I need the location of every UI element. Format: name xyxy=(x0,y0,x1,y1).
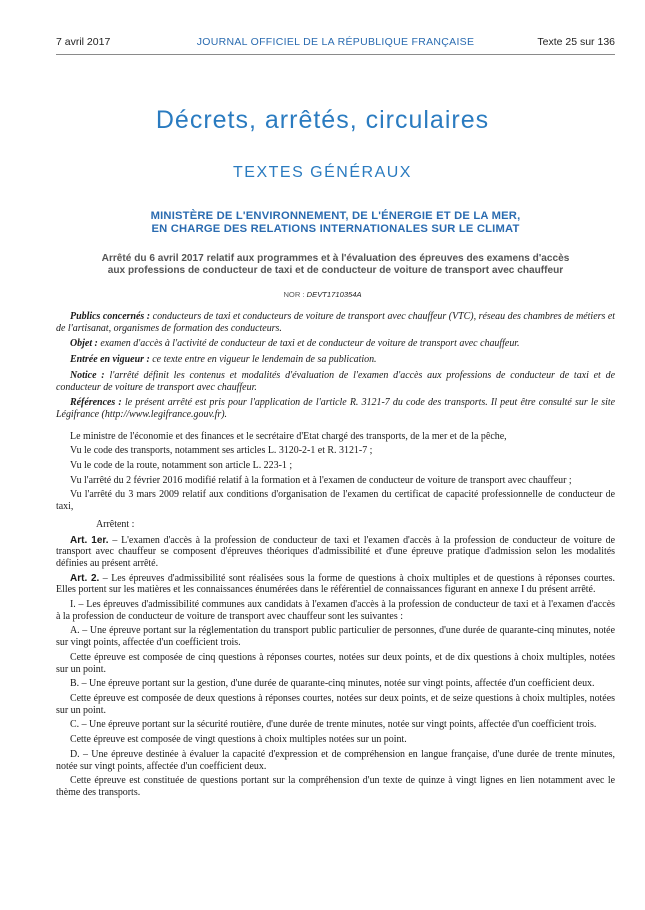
article-text: – L'examen d'accès à la profession de conducteur de taxi et l'examen d'accès à la profession de conducteur de voiture de transport avec chauffeur se composent d'épreuves théoriques d'admissibilité et d'une épreuve pratique d'admission selon les modalités définies au présent arrêté. xyxy=(56,534,615,569)
ministry-line-2: EN CHARGE DES RELATIONS INTERNATIONALES SUR LE CLIMAT xyxy=(151,223,520,235)
sub-section-title: TEXTES GÉNÉRAUX xyxy=(233,164,412,181)
notice-entree-en-vigueur xyxy=(56,354,615,366)
section-title: Décrets, arrêtés, circulaires xyxy=(155,106,490,134)
body-paragraph: C. – Une épreuve portant sur la sécurité routière, d'une durée de trente minutes, notée sur vingt points, affectée d'un coefficient trois. xyxy=(70,719,597,731)
nor-reference xyxy=(0,290,645,299)
header-text-number: Texte 25 sur 136 xyxy=(537,36,615,48)
header-journal-title: JOURNAL OFFICIEL DE LA RÉPUBLIQUE FRANÇAISE xyxy=(196,36,475,48)
header-date: 7 avril 2017 xyxy=(56,36,111,48)
notice-label: Publics concernés : xyxy=(70,311,151,322)
header-divider xyxy=(56,54,615,55)
page-header xyxy=(56,36,615,52)
document-body xyxy=(56,311,615,802)
body-paragraph: Cette épreuve est composée de cinq questions à réponses courtes, notées sur deux points, et de dix questions à choix multiples, notées sur un point. xyxy=(56,651,615,675)
nor-label: NOR : xyxy=(283,290,305,299)
notice-notice xyxy=(56,370,615,393)
body-paragraph: Cette épreuve est composée de deux questions à réponses courtes, notées sur deux points, et de seize questions à choix multiples, notées sur un point. xyxy=(56,692,615,716)
article-1 xyxy=(56,535,615,570)
article-text: – Les épreuves d'admissibilité sont réalisées sous la forme de questions à choix multiples et de questions à réponses courtes. Elles portent sur les matières et les connaissances énumérées dans le référentiel de connaissances figurant en annexe I du présent arrêté. xyxy=(56,572,615,596)
notice-references xyxy=(56,397,615,420)
notice-label: Entrée en vigueur : xyxy=(70,354,150,366)
arrete-title xyxy=(56,253,615,277)
arrete-title-line-1: Arrêté du 6 avril 2017 relatif aux programmes et à l'évaluation des épreuves des examens d'accès xyxy=(101,253,570,264)
body-paragraph: Cette épreuve est constituée de questions portant sur la compréhension d'un texte de quinze à vingt lignes en lien notamment avec le thème des transports. xyxy=(56,775,615,798)
notice-objet xyxy=(56,338,615,350)
notice-text: conducteurs de taxi et conducteurs de voiture de transport avec chauffeur (VTC), réseau des chambres de métiers et de l'artisanat, organismes de formation des conducteurs. xyxy=(56,311,616,334)
arrete-title-line-2: aux professions de conducteur de taxi et de conducteur de voiture de transport avec chauffeur xyxy=(107,265,564,276)
body-paragraph: I. – Les épreuves d'admissibilité communes aux candidats à l'examen d'accès à la profession de conducteur de taxi et à l'examen d'accès à la profession de conducteur de voiture de transport avec chauffeur sont les suivantes : xyxy=(56,599,615,622)
body-paragraph: A. – Une épreuve portant sur la réglementation du transport public particulier de personnes, d'une durée de quarante-cinq minutes, notée sur vingt points, affectée d'un coefficient trois. xyxy=(56,625,615,649)
notice-text: examen d'accès à l'activité de conducteur de taxi et de conducteur de voiture de transport avec chauffeur. xyxy=(100,338,520,350)
body-paragraph: Cette épreuve est composée de vingt questions à choix multiples notées sur un point. xyxy=(70,734,407,746)
article-label: Art. 1er. xyxy=(70,534,109,546)
notice-label: Références : xyxy=(70,397,122,409)
article-label: Art. 2. xyxy=(70,572,100,584)
visa-paragraph: Vu le code de la route, notamment son article L. 223-1 ; xyxy=(70,460,293,472)
visa-paragraph: Le ministre de l'économie et des finances et le secrétaire d'Etat chargé des transports, de la mer et de la pêche, xyxy=(70,430,507,442)
notice-text: le présent arrêté est pris pour l'application de l'article R. 3121-7 du code des transports. Il peut être consulté sur le site Légifrance (http://www.legifrance.gouv.fr). xyxy=(56,397,616,420)
notice-text: l'arrêté définit les contenus et modalités d'évaluation de l'examen d'accès aux professions de conducteur de taxi et de conducteur de voiture de transport avec chauffeur. xyxy=(56,369,616,393)
notice-label: Notice : xyxy=(70,369,105,381)
notice-label: Objet : xyxy=(70,338,98,350)
ministry-heading xyxy=(56,210,615,236)
body-paragraph: B. – Une épreuve portant sur la gestion, d'une durée de quarante-cinq minutes, notée sur vingt points, affectée d'un coefficient deux. xyxy=(70,678,595,690)
visa-paragraph: Vu l'arrêté du 2 février 2016 modifié relatif à la formation et à l'examen de conducteur de voiture de transport avec chauffeur ; xyxy=(70,474,572,486)
visa-paragraph: Vu l'arrêté du 3 mars 2009 relatif aux conditions d'organisation de l'examen du certificat de capacité professionnelle de conducteur de taxi, xyxy=(56,489,615,513)
notice-publics xyxy=(56,311,615,334)
body-paragraph: D. – Une épreuve destinée à évaluer la capacité d'expression et de compréhension en langue française, d'une durée de trente minutes, notée sur vingt points, affectée d'un coefficient deux. xyxy=(56,748,615,772)
article-2 xyxy=(56,573,615,596)
visa-paragraph: Vu le code des transports, notamment ses articles L. 3120-2-1 et R. 3121-7 ; xyxy=(70,445,373,457)
notice-text: ce texte entre en vigueur le lendemain de sa publication. xyxy=(152,354,377,366)
ministry-line-1: MINISTÈRE DE L'ENVIRONNEMENT, DE L'ÉNERGIE ET DE LA MER, xyxy=(150,210,521,222)
nor-value: DEVT1710354A xyxy=(306,290,362,299)
arretent-heading: Arrêtent : xyxy=(96,518,135,530)
